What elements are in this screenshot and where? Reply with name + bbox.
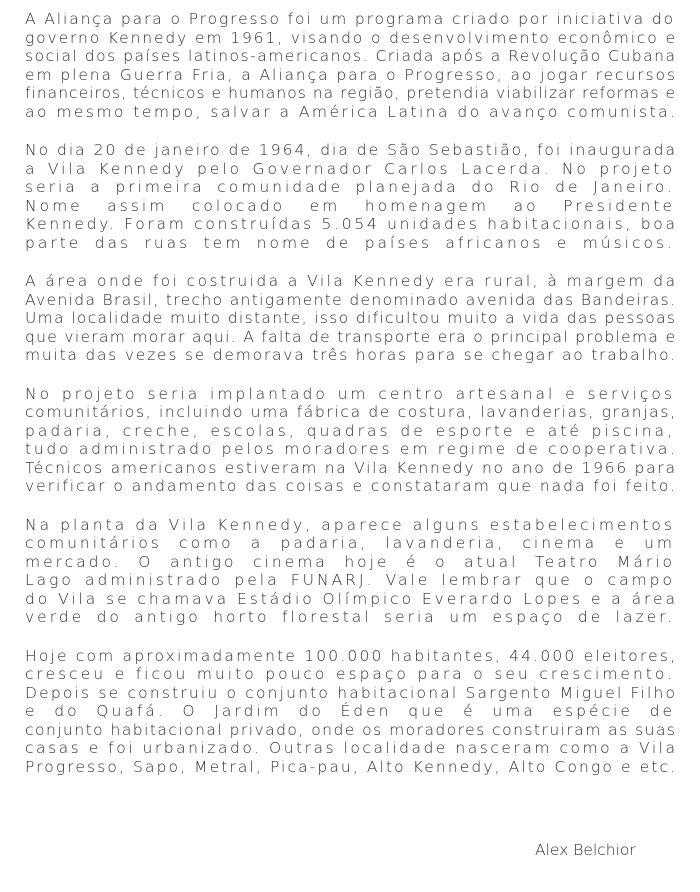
text-line: Uma localidade muito distante, isso dificultou muito a vida das pessoas	[25, 309, 677, 327]
text-line: Progresso, Sapo, Metral, Pica-pau, Alto Kennedy, Alto Congo e etc.	[25, 757, 678, 776]
text-line: casas e foi urbanizado. Outras localidade nasceram como a Vila	[25, 739, 678, 757]
text-line: comunitários como a padaria, lavanderia, cinema e um	[25, 534, 675, 552]
text-line: tudo administrado pelos moradores em regime de cooperativa.	[25, 440, 678, 458]
text-line: No projeto seria implantado um centro artesanal e serviços	[25, 384, 675, 403]
text-line: comunitários, incluindo uma fábrica de costura, lavanderias, granjas,	[25, 403, 677, 421]
text-line: Kennedy. Foram construídas 5.054 unidades habitacionais, boa	[25, 215, 678, 233]
text-line: e do Quafá. O Jardim do Éden que é uma espécie de	[25, 702, 675, 720]
author-signature: Alex Belchior	[535, 841, 636, 859]
text-line: padaria, creche, escolas, quadras de esporte e até piscina,	[25, 421, 675, 440]
text-line: governo Kennedy em 1961, visando o desenvolvimento econômico e	[25, 28, 677, 47]
paragraph-6	[25, 646, 678, 777]
paragraph-5	[25, 515, 678, 627]
paragraph-4	[25, 384, 678, 496]
text-line: verificar o andamento das coisas e constataram que nada foi feito.	[25, 477, 677, 495]
text-line: ao mesmo tempo, salvar a América Latina do avanço comunista.	[25, 102, 678, 121]
text-line: mercado. O antigo cinema hoje é o atual Teatro Mário	[25, 552, 675, 571]
paragraph-1	[25, 10, 678, 121]
text-line: seria a primeira comunidade planejada do Rio de Janeiro.	[25, 178, 675, 196]
text-line: Nome assim colocado em homenagem ao Presidente	[25, 196, 675, 215]
text-line: A Aliança para o Progresso foi um programa criado por iniciativa do	[25, 10, 675, 28]
text-line: cresceu e ficou muito pouco espaço para o seu crescimento.	[25, 665, 675, 683]
paragraph-3	[25, 272, 678, 365]
text-line: Técnicos americanos estiveram na Vila Kennedy no ano de 1966 para	[25, 458, 677, 477]
text-line: A área onde foi costruida a Vila Kennedy era rural, à margem da	[25, 272, 678, 290]
text-line: conjunto habitacional privado, onde os moradores construiram as suas	[25, 720, 677, 739]
text-line: social dos países latinos-americanos. Criada após a Revolução Cubana	[25, 47, 677, 65]
text-line: Na planta da Vila Kennedy, aparece alguns estabelecimentos	[25, 515, 675, 534]
paragraph-2	[25, 141, 678, 252]
text-line: Avenida Brasil, trecho antigamente denominado avenida das Bandeiras.	[25, 290, 677, 309]
text-line: que vieram morar aqui. A falta de transporte era o principal problema e	[25, 327, 677, 346]
text-line: verde do antigo horto florestal seria um espaço de lazer.	[25, 608, 675, 626]
article-body	[25, 10, 678, 796]
text-line: muita das vezes se demorava três horas para se chegar ao trabalho.	[25, 346, 677, 364]
text-line: a Vila Kennedy pelo Governador Carlos Lacerda. No projeto	[25, 159, 675, 178]
text-line: Depois se construiu o conjunto habitacional Sargento Miguel Filho	[25, 683, 678, 702]
text-line: do Vila se chamava Estádio Olímpico Everardo Lopes e a área	[25, 589, 678, 608]
text-line: financeiros, técnicos e humanos na região, pretendia viabilizar reformas e	[25, 84, 677, 102]
text-line: parte das ruas tem nome de países africanos e músicos.	[25, 233, 675, 252]
text-line: Lago administrado pela FUNARJ. Vale lembrar que o campo	[25, 571, 675, 589]
text-line: No dia 20 de janeiro de 1964, dia de São Sebastião, foi inaugurada	[25, 141, 677, 159]
text-line: em plena Guerra Fria, a Aliança para o Progresso, ao jogar recursos	[25, 65, 677, 84]
text-line: Hoje com aproximadamente 100.000 habitantes, 44.000 eleitores,	[25, 646, 678, 665]
